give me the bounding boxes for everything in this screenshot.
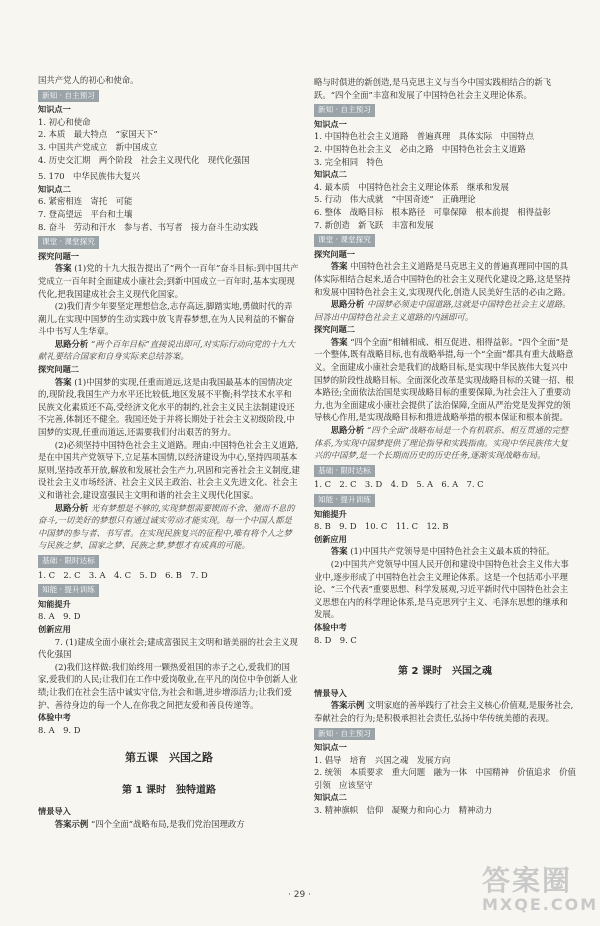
answer-paragraph [38, 818, 300, 831]
answer-line: 8. B 9. D 10. C 11. C 12. B [314, 521, 449, 532]
section-banner-row [314, 231, 576, 248]
watermark-text-bottom: MXQE.COM [482, 895, 599, 914]
answer-line: 3. 精神旗帜 信仰 凝聚力和向心力 精神动力 [314, 805, 493, 816]
section-banner-row [38, 87, 300, 104]
answer-text: (1)中国梦的实现,任重而道远,这是由我国最基本的国情决定的,现阶段,我国生产力水平还比较低,地区发展不平衡;科学技术水平和民族文化素质还不高,受经济文化水平的制约,社会主义民主法制建设还不完善,体制还不健全。我国还处于并将长期处于社会主义初级阶段,中国梦的实现,任重而道远,还需要我们付出艰苦的努力。 [38, 376, 295, 438]
subsection-heading: 探究问题一 [38, 250, 79, 261]
answer-paragraph [314, 298, 576, 323]
answer-line: 2. 本质 最大特点 “家国天下” [38, 129, 158, 140]
section-banner-row [314, 491, 576, 508]
answer-line: 3. 中国共产党成立 新中国成立 [38, 141, 158, 152]
answer-label: 答案 [330, 336, 348, 347]
answer-line: 1. C 2. C 3. A 4. C 5. D 6. B 7. D [38, 569, 208, 580]
section-banner-row [38, 552, 300, 569]
subsection-heading: 知能提升 [38, 598, 71, 609]
answer-line: 7. 新创造 新飞跃 丰富和发展 [314, 219, 434, 230]
answer-text: (1)党的十九大报告提出了“两个一百年”奋斗目标:到中国共产党成立一百年时全面建成小康社会;到新中国成立一百年时,基本实现现代化,把我国建成社会主义现代化国家。 [38, 263, 299, 299]
answer-label: 思路分析 [330, 425, 365, 436]
subsection-heading: 知识点二 [38, 183, 71, 194]
right-column [314, 76, 576, 817]
section-banner: 知能 · 提升训练 [38, 584, 99, 597]
answer-label: 答案 [54, 376, 72, 387]
answer-label: 答案示例 [330, 700, 365, 711]
page-number: · 29 · [288, 890, 311, 900]
subsection-heading: 知识点一 [38, 104, 71, 115]
section-banner: 新知 · 自主预习 [314, 104, 375, 117]
answer-line: 8. D 9. C [314, 634, 357, 645]
lesson-title: 第五课 兴国之路 [125, 751, 213, 765]
answer-line: 1. 初心和使命 [38, 116, 91, 127]
lesson-title: 第 2 课时 兴国之魂 [398, 666, 492, 678]
left-column [38, 74, 300, 831]
subsection-heading: 知识点二 [314, 169, 347, 180]
section-banner-row [38, 233, 300, 250]
answer-line: 1. 倡导 培育 兴国之魂 发展方向 [314, 754, 451, 765]
lesson-title: 第 1 课时 独特道路 [122, 784, 216, 796]
answer-paragraph [314, 558, 576, 621]
answer-line: 6. 紧密相连 寄托 可能 [38, 196, 133, 207]
subsection-heading: 体验中考 [38, 712, 71, 723]
subsection-heading: 创新应用 [314, 533, 347, 544]
subsection-heading: 探究问题二 [38, 364, 79, 375]
answer-text: 文明家庭的善举践行了社会主义核心价值观,是服务社会,奉献社会的行为;是积极承担社会责任,弘扬中华传统美德的表现。 [314, 700, 574, 723]
answer-paragraph [314, 336, 576, 424]
answer-line: 8. A 9. D [38, 724, 81, 735]
section-banner: 新知 · 自主预习 [314, 728, 375, 741]
answer-paragraph [38, 439, 300, 502]
answer-text: (2)我们这样做:我们始终用一颗热爱祖国的赤子之心,爱我们的国家,爱我们的人民;让我们在工作中爱岗敬业,在平凡的岗位中争创新人业绩;让我们在社会生活中诚实守信,为社会和谐,进步增添活力;让我们爱护、善待身边的每一个人,在你我之间把友爱和善良传递等。 [38, 661, 298, 710]
analysis-text: “两个百年目标”直接说出即可,对实际行动向党的十九大献礼要结合国家和自身实际来总结答案。 [38, 338, 295, 362]
section-banner: 课堂 · 课堂探究 [38, 236, 99, 249]
answer-text: (2)中国共产党领导中国人民开创和建设中国特色社会主义伟大事业中,逐步形成了中国特色社会主义理论体系。这是一个包括邓小平理论、“三个代表”重要思想、科学发展观,习近平新时代中国特色社会主义思想在内的科学理论体系,是马克思列宁主义、毛泽东思想的继承和发展。 [314, 558, 569, 620]
answer-text: (1)中国共产党领导是中国特色社会主义最本质的特征。 [350, 546, 555, 557]
subsection-heading: 情景导入 [38, 806, 71, 817]
answer-line: 5. 行动 伟大成就 “中国奇迹” 正确理论 [314, 194, 476, 205]
answer-label: 答案示例 [54, 819, 89, 830]
subsection-heading: 体验中考 [314, 621, 347, 632]
subsection-heading: 知识点二 [314, 792, 347, 803]
answer-text: 中国特色社会主义道路是马克思主义的普遍真理同中国的具体实际相结合起来,适合中国特色的社会主义现代化建设之路,这是坚持和发展中国特色社会主义,实现现代化,创造人民美好生活的必由之路。 [314, 261, 571, 297]
section-banner-row [38, 581, 300, 598]
answer-line: 2. 统领 本质要求 重大问题 融为一体 中国精神 价值追求 价值引领 应该坚守 [314, 767, 576, 790]
subsection-heading: 探究问题二 [314, 324, 355, 335]
answer-text: “四个全面”相辅相成、相互促进、相得益彰。“四个全面”是一个整体,既有战略目标,也有战略举措,每一个“全面”都具有重大战略意义。全面建成小康社会是我们的战略目标,是实现中华民族伟大复兴中国梦的阶段性战略目标。全面深化改革是实现战略目标的关键一招、根本路径;全面依法治国是实现战略目标的重要保障,为社会注入了重要动力,也为全面建成小康社会提供了法治保障,全面从严治党是发挥党的领导核心作用,是实现战略目标和推进战略举措的根本保证和根本前提。 [314, 336, 574, 423]
subsection-heading: 知识点一 [314, 742, 347, 753]
subsection-heading: 情景导入 [314, 687, 347, 698]
subsection-heading: 知能提升 [314, 508, 347, 519]
analysis-text: “四个全面”战略布局是一个有机联系、相互贯通的完整体系,为实现中国梦提供了理论指导和实践指南。实现中华民族伟大复兴的中国梦,是一个长期而历史的历史任务,逐渐实现战略布局。 [314, 425, 569, 461]
section-banner: 知能 · 提升训练 [314, 494, 375, 507]
answer-text: (2)必须坚持中国特色社会主义道路。理由:中国特色社会主义道路,是在中国共产党领导下,立足基本国情,以经济建设为中心,坚持四项基本原则,坚持改革开放,解放和发展社会生产力,巩固和完善社会主义制度,建设社会主义市场经济、社会主义民主政治、社会主义先进文化、社会主义和谐社会,建设富强民主文明和谐的社会主义现代化国家。 [38, 439, 300, 500]
answer-line: 3. 完全相同 特色 [314, 156, 384, 167]
answer-line: 8. A 9. D [38, 611, 81, 622]
answer-label: 思路分析 [330, 299, 365, 310]
answer-line: 8. 奋斗 劳动和汗水 参与者、书写者 接力奋斗生动实践 [38, 221, 259, 232]
answer-line: 1. C 2. C 3. D 4. D 5. A 6. A 7. C [314, 479, 484, 490]
answer-label: 答案 [330, 546, 348, 557]
answer-line: 国共产党人的初心和使命。 [38, 75, 139, 85]
section-banner: 基础 · 限时达标 [38, 555, 99, 568]
analysis-text: 光有梦想是不够的,实现梦想需要锲而不舍、驰而不息的奋斗,一切美好的梦想只有通过诚实劳动才能实现。每一个中国人都是中国梦的参与者、书写者。在实现民族复兴的征程中,唯有将个人之梦与民族之梦、国家之梦、民族之梦,梦想才有成真的可能。 [38, 502, 295, 551]
answer-label: 答案 [330, 261, 348, 272]
watermark-logo [482, 864, 599, 918]
answer-paragraph [38, 661, 300, 711]
answer-paragraph [314, 260, 576, 298]
answer-line: 4. 最本质 中国特色社会主义理论体系 继承和发展 [314, 181, 509, 192]
answer-label: 思路分析 [54, 338, 89, 349]
subsection-heading: 知识点一 [314, 118, 347, 129]
answer-line: 2. 中国特色社会主义 必由之路 中国特色社会主义道路 [314, 143, 526, 154]
answer-paragraph [38, 502, 300, 552]
answer-paragraph [38, 376, 300, 439]
answer-paragraph [314, 699, 576, 724]
answer-text: (2)我们青少年要坚定理想信念,志存高远,脚踏实地,勇做时代的弄潮儿,在实现中国梦的生动实践中放飞青春梦想,在为人民利益的不懈奋斗中书写人生华章。 [38, 301, 295, 337]
answer-line: 6. 整体 战略目标 根本路径 可靠保障 根本前提 相得益彰 [314, 206, 551, 217]
answer-line: 略与时俱进的新创造,是马克思主义与当今中国实践相结合的新飞跃。“四个全面”丰富和发展了中国特色社会主义理论体系。 [314, 77, 552, 100]
answer-line: 4. 历史交汇期 两个阶段 社会主义现代化 现代化强国 [38, 154, 250, 165]
section-banner: 课堂 · 课堂探究 [314, 234, 375, 247]
answer-line: 5. 170 中华民族伟大复兴 [38, 171, 141, 182]
section-banner: 新知 · 自主预习 [38, 90, 99, 103]
section-banner: 基础 · 限时达标 [314, 465, 375, 478]
answer-line: 7. 登高望远 平台和土壤 [38, 208, 133, 219]
subsection-heading: 探究问题一 [314, 248, 355, 259]
answer-paragraph [38, 262, 300, 300]
answer-label: 答案 [54, 263, 72, 274]
section-banner-row [314, 101, 576, 118]
answer-text: “四个全面”战略布局,是我们党治国理政方 [90, 819, 245, 830]
answer-paragraph [38, 338, 300, 363]
analysis-text: 中国梦必须走中国道路,这就是中国特色社会主义道路。回答出中国特色社会主义道路的内涵即可。 [314, 299, 571, 322]
answer-paragraph [38, 636, 300, 661]
section-banner-row [314, 462, 576, 479]
answer-paragraph [38, 300, 300, 338]
answer-paragraph [314, 545, 576, 558]
watermark-text-top: 答案圈 [482, 864, 573, 897]
answer-text: 7. (1)建成全面小康社会;建成富强民主文明和谐美丽的社会主义现代化强国 [38, 636, 298, 660]
answer-paragraph [314, 424, 576, 462]
subsection-heading: 创新应用 [38, 623, 71, 634]
answer-label: 思路分析 [54, 502, 89, 513]
section-banner-row [314, 725, 576, 742]
answer-line: 1. 中国特色社会主义道路 普遍真理 具体实际 中国特点 [314, 131, 535, 142]
